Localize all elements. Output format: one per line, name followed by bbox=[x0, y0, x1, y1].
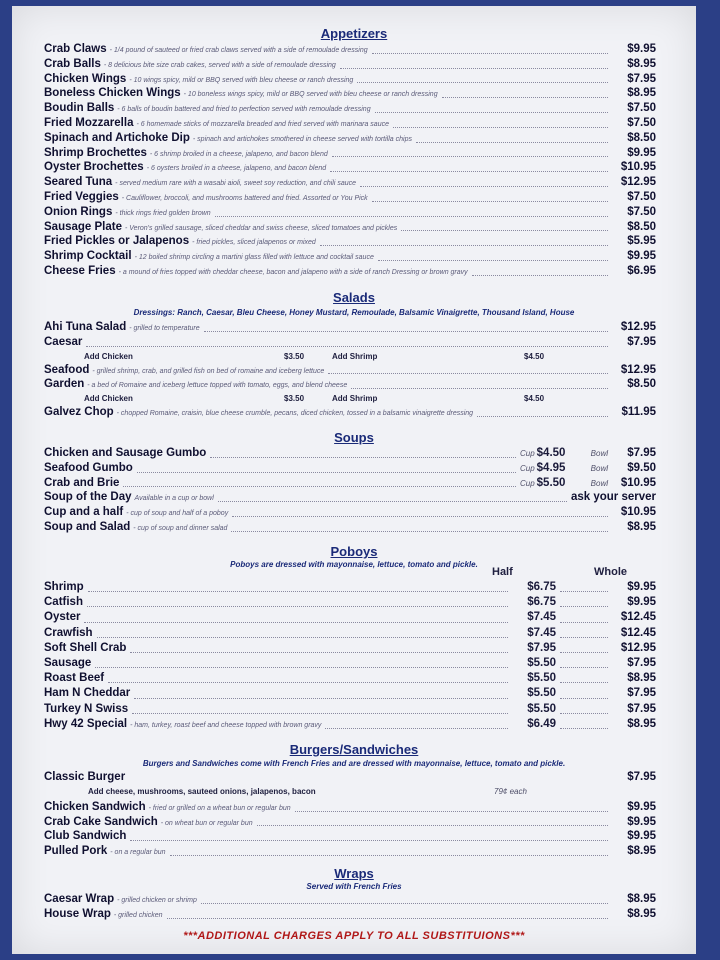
menu-item bbox=[44, 490, 656, 505]
poboy-item bbox=[44, 671, 656, 686]
leader-dots bbox=[137, 471, 516, 473]
item-description: - Veron's grilled sausage, sliced cheddar and swiss cheese, sliced tomatoes and pickles bbox=[124, 224, 398, 232]
item-description: - thick rings fried golden brown bbox=[115, 209, 211, 217]
whole-column-label: Whole bbox=[594, 566, 627, 578]
item-name: Sausage Plate bbox=[44, 220, 122, 233]
menu-item bbox=[44, 907, 656, 922]
item-description: - 6 shrimp broiled in a cheese, jalapeno, and bacon blend bbox=[149, 150, 328, 158]
whole-price: $9.95 bbox=[627, 581, 656, 593]
item-description: - served medium rare with a wasabi aioli, sweet soy reduction, and chili sauce bbox=[115, 180, 357, 188]
item-price: ask your server bbox=[570, 491, 656, 504]
item-price: $7.50 bbox=[627, 102, 656, 115]
item-price: $9.95 bbox=[627, 800, 656, 813]
half-price: $6.75 bbox=[527, 596, 556, 609]
leader-dots bbox=[401, 229, 608, 231]
item-name: Shrimp Cocktail bbox=[44, 250, 132, 263]
item-price: $6.95 bbox=[627, 264, 656, 277]
item-name: Ahi Tuna Salad bbox=[44, 321, 127, 333]
burger-addon-row bbox=[44, 785, 656, 798]
item-name: Soup and Salad bbox=[44, 520, 131, 533]
leader-dots bbox=[232, 515, 608, 517]
item-description: - 10 boneless wings spicy, mild or BBQ served with bleu cheese or ranch dressing bbox=[183, 91, 438, 99]
item-description: - 6 oysters broiled in a cheese, jalapeno, and bacon blend bbox=[146, 165, 327, 173]
item-description: - 8 delicious bite size crab cakes, served with a side of remoulade dressing bbox=[103, 61, 336, 69]
half-price: $6.49 bbox=[527, 717, 556, 730]
poboy-item bbox=[44, 626, 656, 641]
item-price: $9.95 bbox=[627, 43, 656, 55]
item-name: House Wrap bbox=[44, 907, 111, 920]
leader-dots bbox=[442, 96, 608, 98]
leader-dots bbox=[560, 605, 608, 607]
item-name: Classic Burger bbox=[44, 771, 126, 783]
item-description: - 6 homemade sticks of mozzarella breaded and fried served with marinara sauce bbox=[136, 120, 389, 128]
menu-item bbox=[44, 405, 656, 420]
item-description: - 10 wings spicy, mild or BBQ served with bleu cheese or ranch dressing bbox=[129, 76, 354, 84]
poboy-item bbox=[44, 686, 656, 701]
item-price: $9.95 bbox=[627, 250, 656, 263]
item-name: Oyster bbox=[44, 611, 81, 624]
poboy-item bbox=[44, 595, 656, 610]
whole-price: $7.95 bbox=[627, 702, 656, 715]
wraps-title: Wraps bbox=[334, 866, 374, 881]
cup-price: $4.95 bbox=[536, 461, 566, 474]
soups-title: Soups bbox=[334, 430, 374, 445]
salad-addon-row bbox=[44, 392, 656, 405]
item-description: - 6 balls of boudin battered and fried to perfection served with remoulade dressing bbox=[117, 106, 371, 114]
item-name: Fried Veggies bbox=[44, 190, 119, 203]
item-description: - spinach and artichokes smothered in cheese served with tortilla chips bbox=[192, 135, 412, 143]
poboy-item bbox=[44, 717, 656, 732]
bowl-label: Bowl bbox=[590, 449, 608, 458]
item-name: Crab Balls bbox=[44, 57, 101, 70]
item-description: - grilled chicken bbox=[113, 911, 163, 919]
leader-dots bbox=[472, 274, 608, 276]
soup-item bbox=[44, 461, 656, 476]
burger-addons-price: 79¢ each bbox=[494, 786, 527, 796]
menu-item bbox=[44, 160, 656, 175]
item-name: Crawfish bbox=[44, 626, 93, 639]
half-price: $6.75 bbox=[527, 581, 556, 593]
leader-dots bbox=[357, 81, 608, 83]
wraps-note: Served with French Fries bbox=[306, 882, 402, 891]
item-description: - ham, turkey, roast beef and cheese topped with brown gravy bbox=[130, 721, 322, 729]
leader-dots bbox=[95, 666, 508, 668]
menu-item bbox=[44, 320, 656, 335]
leader-dots bbox=[86, 345, 608, 347]
item-price: $7.50 bbox=[627, 190, 656, 203]
item-description: - cup of soup and half of a poboy bbox=[126, 510, 229, 518]
item-name: Caesar bbox=[44, 335, 83, 348]
item-name: Crab Claws bbox=[44, 43, 107, 55]
menu-item bbox=[44, 175, 656, 190]
menu-item bbox=[44, 335, 656, 350]
addon-shrimp-price: $4.50 bbox=[524, 351, 545, 361]
item-name: Spinach and Artichoke Dip bbox=[44, 131, 190, 144]
item-name: Soft Shell Crab bbox=[44, 641, 127, 654]
item-name: Catfish bbox=[44, 596, 83, 609]
poboy-item bbox=[44, 656, 656, 671]
cup-price: $5.50 bbox=[536, 476, 566, 489]
menu-item bbox=[44, 505, 656, 520]
leader-dots bbox=[330, 170, 608, 172]
item-price: $9.95 bbox=[627, 830, 656, 843]
menu-item bbox=[44, 57, 656, 72]
poboys-note: Poboys are dressed with mayonnaise, lettuce, tomato and pickle. bbox=[230, 560, 478, 569]
burger-addons: Add cheese, mushrooms, sauteed onions, jalapenos, bacon bbox=[88, 786, 316, 796]
salad-addon-row bbox=[44, 350, 656, 363]
cup-label: Cup bbox=[519, 449, 535, 458]
salads-dressings-note: Dressings: Ranch, Caesar, Bleu Cheese, Honey Mustard, Remoulade, Balsamic Vinaigrette, Thousand Island, House bbox=[133, 308, 575, 317]
item-description: Available in a cup or bowl bbox=[134, 495, 214, 503]
leader-dots bbox=[108, 681, 508, 683]
item-name: Hwy 42 Special bbox=[44, 717, 128, 730]
whole-price: $9.95 bbox=[627, 596, 656, 609]
item-name: Ham N Cheddar bbox=[44, 687, 131, 700]
bowl-price: $10.95 bbox=[620, 476, 656, 489]
item-description: - Cauliflower, broccoli, and mushrooms battered and fried. Assorted or You Pick bbox=[121, 194, 368, 202]
burgers-note: Burgers and Sandwiches come with French Fries and are dressed with mayonnaise, lettuce, tomato and pickle. bbox=[142, 759, 566, 768]
half-column-label: Half bbox=[492, 566, 513, 578]
item-price: $12.95 bbox=[620, 363, 656, 376]
menu-item bbox=[44, 815, 656, 830]
item-name: Crab and Brie bbox=[44, 476, 120, 489]
leader-dots bbox=[560, 621, 608, 623]
leader-dots bbox=[560, 666, 608, 668]
bowl-price: $9.50 bbox=[627, 461, 656, 474]
menu-item bbox=[44, 86, 656, 101]
item-price: $5.95 bbox=[627, 235, 656, 248]
leader-dots bbox=[328, 372, 608, 374]
menu-item bbox=[44, 220, 656, 235]
item-name: Pulled Pork bbox=[44, 845, 108, 858]
addon-chicken-price: $3.50 bbox=[284, 394, 305, 404]
addon-chicken-price: $3.50 bbox=[284, 351, 305, 361]
item-name: Roast Beef bbox=[44, 672, 105, 685]
item-name: Fried Pickles or Jalapenos bbox=[44, 235, 190, 248]
leader-dots bbox=[88, 590, 508, 592]
item-price: $8.95 bbox=[627, 520, 656, 533]
burgers-list bbox=[44, 770, 656, 859]
bowl-price: $7.95 bbox=[627, 447, 656, 459]
leader-dots bbox=[201, 902, 608, 904]
half-price: $7.95 bbox=[527, 641, 556, 654]
item-name: Seafood Gumbo bbox=[44, 461, 133, 474]
item-name: Soup of the Day bbox=[44, 491, 132, 504]
item-price: $8.95 bbox=[627, 845, 656, 858]
item-price: $8.95 bbox=[627, 57, 656, 70]
item-price: $7.50 bbox=[627, 116, 656, 129]
menu-item bbox=[44, 101, 656, 116]
menu-item bbox=[44, 42, 656, 57]
item-price: $12.95 bbox=[620, 176, 656, 189]
poboy-item bbox=[44, 702, 656, 717]
item-description: - 12 boiled shrimp circling a martini glass filled with lettuce and cocktail sauce bbox=[134, 254, 374, 262]
addon-shrimp: Add Shrimp bbox=[332, 394, 378, 404]
poboy-item bbox=[44, 580, 656, 595]
item-price: $7.95 bbox=[627, 771, 656, 783]
item-description: - fried pickles, sliced jalapenos or mixed bbox=[192, 239, 316, 247]
salads-title: Salads bbox=[333, 290, 375, 305]
leader-dots bbox=[320, 244, 608, 246]
salads-list bbox=[44, 320, 656, 420]
leader-space bbox=[129, 781, 608, 782]
menu-item bbox=[44, 520, 656, 535]
item-price: $9.95 bbox=[627, 815, 656, 828]
item-name: Garden bbox=[44, 378, 85, 391]
menu-item bbox=[44, 205, 656, 220]
item-name: Fried Mozzarella bbox=[44, 116, 134, 129]
substitution-footer: ***ADDITIONAL CHARGES APPLY TO ALL SUBSTITUIONS*** bbox=[183, 930, 525, 942]
leader-dots bbox=[372, 200, 608, 202]
item-price: $8.50 bbox=[627, 131, 656, 144]
menu-item bbox=[44, 800, 656, 815]
leader-dots bbox=[351, 387, 608, 389]
soups-extra-list bbox=[44, 490, 656, 534]
half-price: $5.50 bbox=[527, 702, 556, 715]
half-price: $5.50 bbox=[527, 656, 556, 669]
menu-item bbox=[44, 249, 656, 264]
leader-dots bbox=[325, 727, 508, 729]
leader-dots bbox=[378, 259, 608, 261]
leader-dots bbox=[170, 854, 608, 856]
item-name: Galvez Chop bbox=[44, 406, 114, 419]
soup-item bbox=[44, 476, 656, 491]
leader-dots bbox=[123, 485, 516, 487]
leader-dots bbox=[204, 330, 608, 332]
item-price: $7.50 bbox=[627, 205, 656, 218]
item-price: $10.95 bbox=[620, 506, 656, 519]
leader-dots bbox=[560, 697, 608, 699]
whole-price: $12.45 bbox=[620, 611, 656, 624]
burger-items bbox=[44, 800, 656, 859]
item-price: $8.95 bbox=[627, 87, 656, 100]
leader-dots bbox=[295, 810, 608, 812]
leader-dots bbox=[372, 52, 608, 54]
item-name: Caesar Wrap bbox=[44, 893, 115, 905]
half-price: $7.45 bbox=[527, 611, 556, 624]
leader-dots bbox=[167, 917, 608, 919]
item-name: Shrimp bbox=[44, 581, 84, 593]
item-description: - grilled chicken or shrimp bbox=[117, 897, 197, 904]
item-name: Seared Tuna bbox=[44, 176, 113, 189]
menu-item bbox=[44, 190, 656, 205]
whole-price: $12.95 bbox=[620, 641, 656, 654]
half-price: $5.50 bbox=[527, 687, 556, 700]
addon-shrimp: Add Shrimp bbox=[332, 351, 378, 361]
menu-item bbox=[44, 264, 656, 279]
menu-item bbox=[44, 234, 656, 249]
item-name: Chicken Wings bbox=[44, 72, 127, 85]
half-price: $7.45 bbox=[527, 626, 556, 639]
item-price: $12.95 bbox=[620, 321, 656, 333]
poboy-item bbox=[44, 610, 656, 625]
soups-list bbox=[44, 446, 656, 490]
item-price: $8.50 bbox=[627, 220, 656, 233]
item-name: Turkey N Swiss bbox=[44, 702, 129, 715]
leader-dots bbox=[416, 141, 608, 143]
whole-price: $12.45 bbox=[620, 626, 656, 639]
leader-dots bbox=[97, 636, 508, 638]
item-price: $8.95 bbox=[627, 907, 656, 920]
menu-item bbox=[44, 844, 656, 859]
item-name: Oyster Brochettes bbox=[44, 161, 144, 174]
menu-item bbox=[44, 770, 656, 785]
item-price: $10.95 bbox=[620, 161, 656, 174]
poboys-list bbox=[44, 580, 656, 732]
leader-dots bbox=[340, 67, 608, 69]
item-price: $7.95 bbox=[627, 335, 656, 348]
item-name: Onion Rings bbox=[44, 205, 113, 218]
leader-dots bbox=[560, 712, 608, 714]
leader-dots bbox=[560, 590, 608, 592]
item-name: Crab Cake Sandwich bbox=[44, 815, 158, 828]
item-description: - on a regular bun bbox=[110, 849, 166, 857]
cup-label: Cup bbox=[519, 478, 535, 488]
poboy-size-header bbox=[464, 566, 656, 580]
leader-dots bbox=[132, 712, 508, 714]
menu-item bbox=[44, 146, 656, 161]
leader-dots bbox=[257, 824, 608, 826]
leader-dots bbox=[375, 111, 608, 113]
item-name: Cheese Fries bbox=[44, 264, 116, 277]
menu-item bbox=[44, 829, 656, 844]
menu-item bbox=[44, 363, 656, 378]
item-name: Seafood bbox=[44, 363, 90, 376]
wraps-list bbox=[44, 892, 656, 922]
leader-dots bbox=[393, 126, 608, 128]
leader-dots bbox=[332, 155, 608, 157]
item-description: - grilled shrimp, crab, and grilled fish on bed of romaine and iceberg lettuce bbox=[92, 367, 325, 375]
soup-item bbox=[44, 446, 656, 461]
item-name: Sausage bbox=[44, 656, 92, 669]
leader-dots bbox=[477, 415, 608, 417]
addon-shrimp-price: $4.50 bbox=[524, 394, 545, 404]
menu-item bbox=[44, 131, 656, 146]
leader-dots bbox=[560, 651, 608, 653]
addon-chicken: Add Chicken bbox=[84, 351, 133, 361]
item-price: $9.95 bbox=[627, 146, 656, 159]
leader-dots bbox=[84, 621, 508, 623]
whole-price: $8.95 bbox=[627, 672, 656, 685]
leader-dots bbox=[231, 530, 608, 532]
item-name: Shrimp Brochettes bbox=[44, 146, 147, 159]
leader-dots bbox=[130, 839, 608, 841]
appetizers-list bbox=[44, 42, 656, 279]
item-name: Club Sandwich bbox=[44, 830, 127, 843]
menu-item bbox=[44, 377, 656, 392]
item-description: - on wheat bun or regular bun bbox=[160, 819, 253, 827]
cup-price: $4.50 bbox=[536, 447, 566, 459]
item-price: $7.95 bbox=[627, 72, 656, 85]
leader-dots bbox=[134, 697, 508, 699]
whole-price: $7.95 bbox=[627, 656, 656, 669]
leader-dots bbox=[560, 636, 608, 638]
half-price: $5.50 bbox=[527, 672, 556, 685]
item-description: - a bed of Romaine and iceberg lettuce topped with tomato, eggs, and blend cheese bbox=[87, 382, 348, 390]
leader-dots bbox=[87, 605, 508, 607]
cup-label: Cup bbox=[519, 463, 535, 473]
item-price: $11.95 bbox=[621, 406, 656, 419]
menu-page bbox=[12, 6, 696, 954]
bowl-label: Bowl bbox=[590, 463, 608, 473]
leader-dots bbox=[130, 651, 508, 653]
item-price: $8.50 bbox=[627, 378, 656, 391]
item-name: Chicken Sandwich bbox=[44, 800, 146, 813]
addon-chicken: Add Chicken bbox=[84, 394, 133, 404]
item-price: $8.95 bbox=[627, 893, 656, 905]
leader-dots bbox=[360, 185, 608, 187]
item-description: - a mound of fries topped with cheddar cheese, bacon and jalapeno with a side of ranch Dressing or brown gravy bbox=[118, 268, 468, 276]
menu-item bbox=[44, 72, 656, 87]
leader-dots bbox=[560, 681, 608, 683]
bowl-label: Bowl bbox=[590, 478, 608, 488]
item-name: Chicken and Sausage Gumbo bbox=[44, 447, 207, 459]
item-description: - fried or grilled on a wheat bun or regular bun bbox=[148, 804, 291, 812]
menu-item bbox=[44, 892, 656, 907]
leader-dots bbox=[210, 456, 516, 458]
item-name: Boneless Chicken Wings bbox=[44, 87, 181, 100]
whole-price: $8.95 bbox=[627, 717, 656, 730]
poboy-item bbox=[44, 641, 656, 656]
whole-price: $7.95 bbox=[627, 687, 656, 700]
item-name: Boudin Balls bbox=[44, 102, 115, 115]
leader-dots bbox=[215, 215, 608, 217]
item-description: - cup of soup and dinner salad bbox=[133, 524, 228, 532]
leader-dots bbox=[560, 727, 608, 729]
appetizers-title: Appetizers bbox=[320, 26, 388, 41]
burgers-title: Burgers/Sandwiches bbox=[289, 742, 419, 757]
item-description: - 1/4 pound of sauteed or fried crab claws served with a side of remoulade dressing bbox=[109, 47, 368, 54]
leader-dots bbox=[218, 500, 567, 502]
item-description: - grilled to temperature bbox=[129, 325, 200, 332]
item-name: Cup and a half bbox=[44, 506, 124, 519]
item-description: - chopped Romaine, craisin, blue cheese crumble, pecans, diced chicken, tossed in a balsamic vinaigrette dressing bbox=[116, 410, 474, 418]
menu-item bbox=[44, 116, 656, 131]
poboys-title: Poboys bbox=[330, 544, 378, 559]
